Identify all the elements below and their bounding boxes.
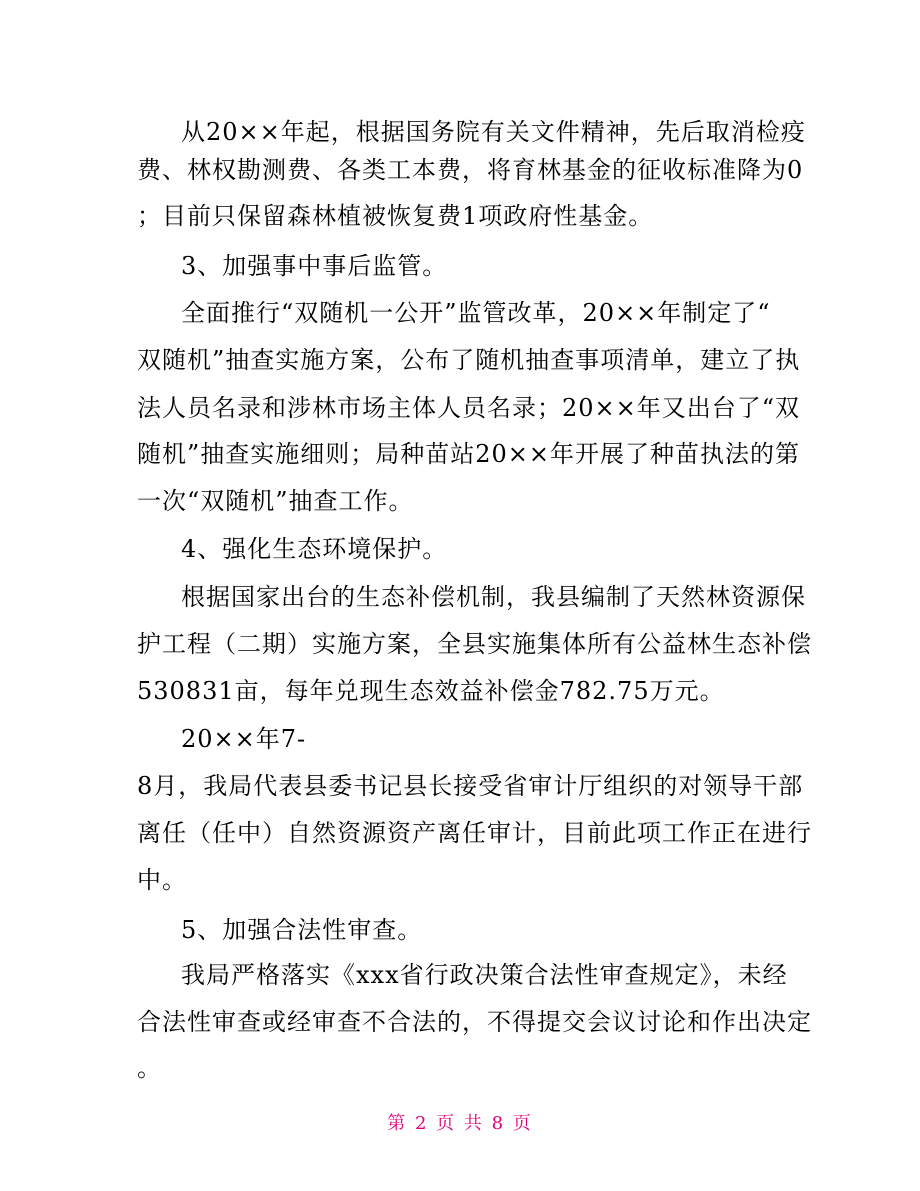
text-line: 。 [137,1054,162,1082]
section-heading: 5、加强合法性审查。 [181,916,423,944]
text-line: 一次“双随机”抽查工作。 [137,487,414,515]
text-line: 从20××年起，根据国务院有关文件精神，先后取消检疫 [181,118,806,146]
text-line: 根据国家出台的生态补偿机制，我县编制了天然林资源保 [181,583,806,611]
text-line: 530831亩，每年兑现生态效益补偿金782.75万元。 [137,677,725,705]
page-number: 第 2 页 共 8 页 [387,1113,533,1134]
text-line: 法人员名录和涉林市场主体人员名录；20××年又出台了“双 [137,394,801,422]
section-heading: 3、加强事中事后监管。 [181,252,448,280]
section-heading: 4、强化生态环境保护。 [181,535,448,563]
text-line: 费、林权勘测费、各类工本费，将育林基金的征收标准降为0 [137,156,804,184]
text-line: 双随机”抽查实施方案，公布了随机抽查事项清单，建立了执 [137,346,801,374]
text-line: 随机”抽查实施细则；局种苗站20××年开展了种苗执法的第 [137,440,801,468]
text-line: 中。 [137,866,187,894]
text-line: 20××年7- [181,725,307,753]
text-line: 我局严格落实《xxx省行政决策合法性审查规定》，未经 [181,961,788,989]
text-line: 全面推行“双随机一公开”监管改革，20××年制定了“ [181,299,771,327]
text-line: ；目前只保留森林植被恢复费1项政府性基金。 [137,202,654,230]
text-line: 合法性审查或经审查不合法的，不得提交会议讨论和作出决定 [137,1008,812,1036]
text-line: 护工程（二期）实施方案，全县实施集体所有公益林生态补偿 [137,630,812,658]
text-line: 8月，我局代表县委书记县长接受省审计厅组织的对领导干部 [137,772,804,800]
text-line: 离任（任中）自然资源资产离任审计，目前此项工作正在进行 [137,819,812,847]
